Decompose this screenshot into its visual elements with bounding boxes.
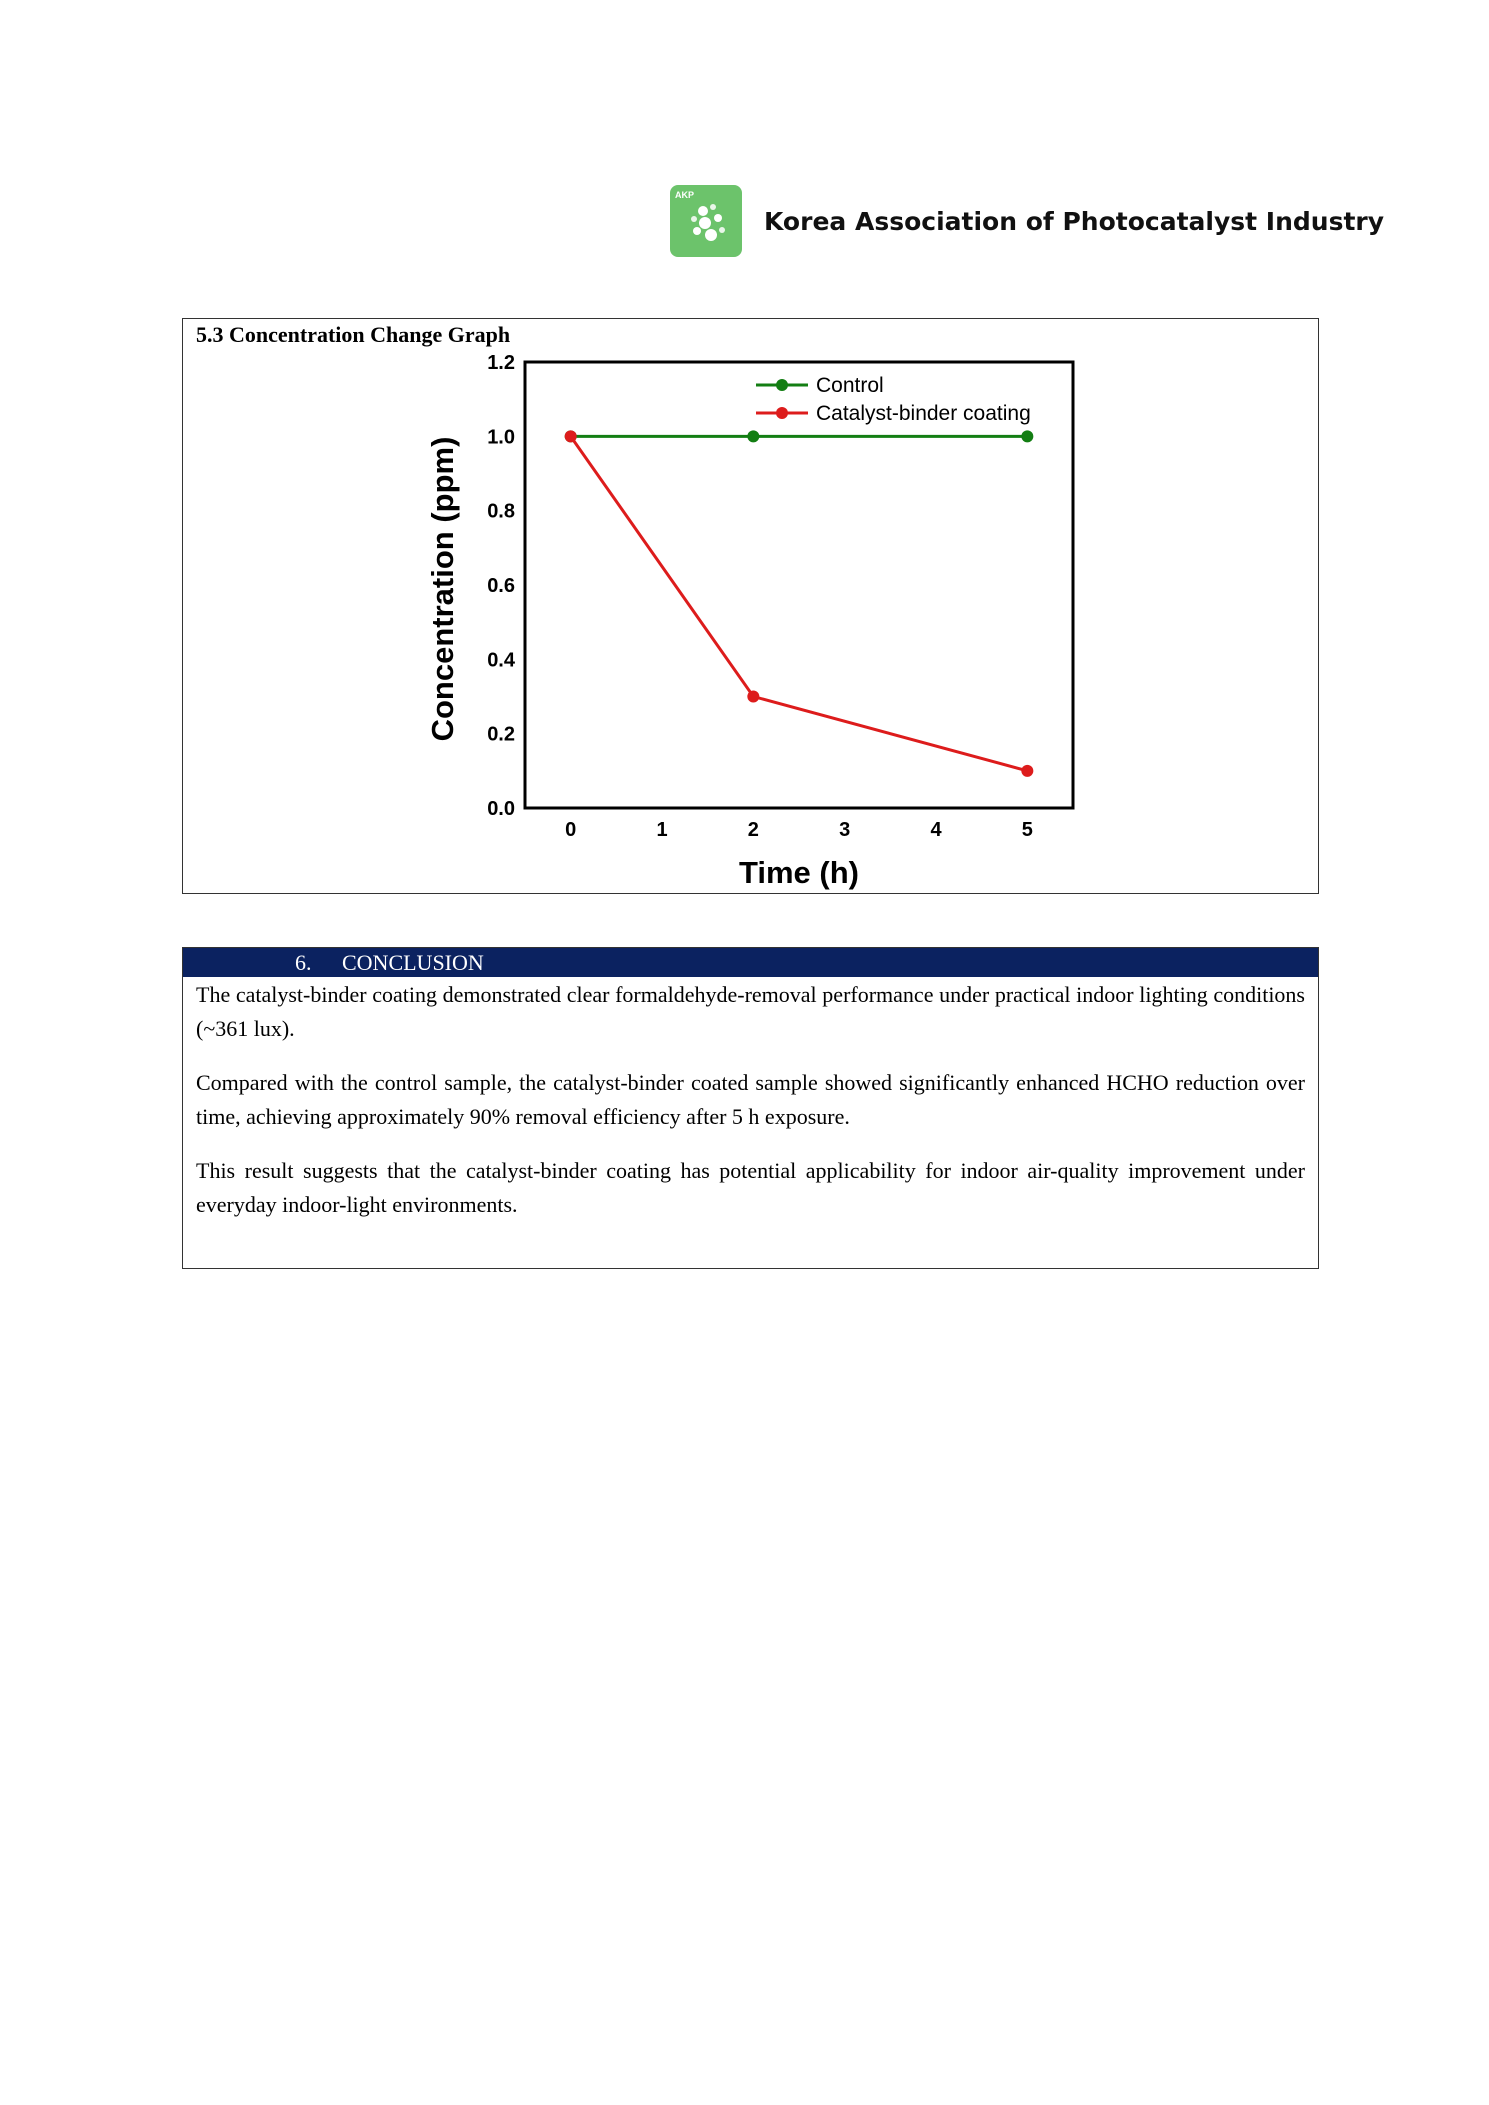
y-tick-label: 0.2 — [487, 723, 515, 746]
y-tick-label: 0.4 — [487, 649, 515, 672]
logo-dots-icon — [670, 185, 742, 257]
y-tick-label: 0.8 — [487, 500, 515, 523]
concentration-chart — [183, 319, 1318, 893]
x-tick-label: 2 — [747, 819, 759, 841]
data-point — [1021, 765, 1033, 777]
y-tick-label: 0.6 — [487, 575, 515, 597]
legend — [756, 374, 1031, 425]
section-title: 5.3 Concentration Change Graph — [196, 322, 511, 347]
logo-text: AKP — [675, 190, 695, 200]
data-point — [747, 691, 759, 703]
x-axis-label: Time (h) — [739, 855, 859, 890]
data-point — [747, 430, 759, 442]
y-axis-ticks — [487, 352, 516, 820]
graph-section — [182, 318, 1319, 894]
paragraph: This result suggests that the catalyst-binder coating has potential applicability for indoor air-quality improvement under everyday indoor-light environments. — [196, 1158, 1305, 1217]
x-tick-label: 3 — [839, 819, 851, 841]
legend-marker — [776, 407, 788, 419]
conclusion-header — [183, 948, 1318, 977]
paragraph: Compared with the control sample, the catalyst-binder coated sample showed significantly enhanced HCHO reduction over time, achieving approximately 90% removal efficiency after 5 h exposure. — [196, 1070, 1305, 1129]
series-layer — [565, 430, 1034, 777]
section-title: CONCLUSION — [342, 950, 484, 975]
paragraph: The catalyst-binder coating demonstrated clear formaldehyde-removal performance under practical indoor lighting conditions (~361 lux). — [196, 982, 1305, 1041]
org-name: Korea Association of Photocatalyst Industry — [764, 206, 1385, 236]
section-number: 6. — [295, 950, 312, 975]
y-tick-label: 1.0 — [487, 426, 515, 449]
x-tick-label: 5 — [1021, 819, 1033, 841]
y-tick-label: 1.2 — [487, 352, 515, 374]
conclusion-body — [196, 978, 1305, 1242]
x-tick-label: 1 — [656, 819, 668, 841]
y-axis-label: Concentration (ppm) — [425, 436, 460, 742]
legend-label: Control — [816, 374, 884, 397]
x-tick-label: 0 — [565, 819, 577, 841]
legend-label: Catalyst-binder coating — [816, 402, 1031, 425]
plot-frame — [525, 362, 1073, 808]
conclusion-section — [182, 947, 1319, 1269]
data-point — [1021, 430, 1033, 442]
y-tick-label: 0.0 — [487, 798, 515, 820]
data-point — [565, 430, 577, 442]
x-axis-ticks — [565, 819, 1033, 841]
page-header — [670, 185, 1384, 257]
legend-marker — [776, 379, 788, 391]
series-line — [571, 436, 1028, 771]
x-tick-label: 4 — [930, 819, 942, 841]
akp-logo — [670, 185, 742, 257]
